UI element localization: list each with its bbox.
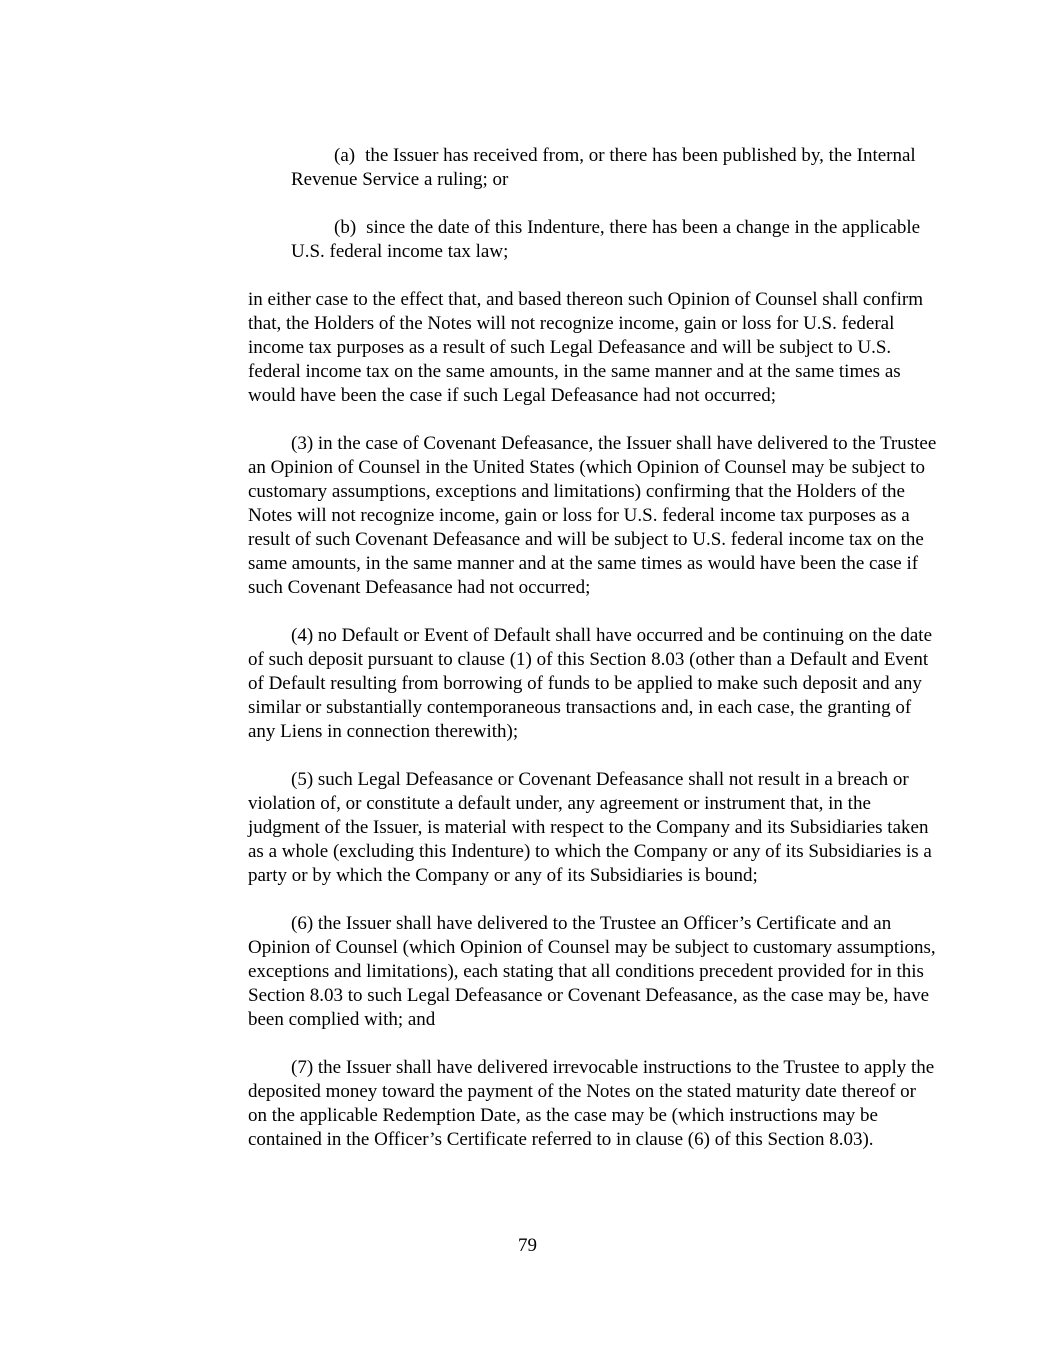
subclause-b-label: (b) bbox=[334, 217, 357, 238]
document-body bbox=[248, 125, 938, 1176]
subclause-b-text: since the date of this Indenture, there has been a change in the applicable U.S. federal income tax law; bbox=[291, 217, 921, 262]
continuation-paragraph: in either case to the effect that, and based thereon such Opinion of Counsel shall confirm that, the Holders of the Notes will not recognize income, gain or loss for U.S. federal income tax purposes as a result of such Legal Defeasance and will be subject to U.S. federal income tax on the same amounts, in the same manner and at the same times as would have been the case if such Legal Defeasance had not occurred; bbox=[248, 289, 924, 406]
clause-3-paragraph: (3) in the case of Covenant Defeasance, the Issuer shall have delivered to the Trustee an Opinion of Counsel in the United States (which Opinion of Counsel may be subject to customary assumptions, exceptions and limitations) confirming that the Holders of the Notes will not recognize income, gain or loss for U.S. federal income tax purposes as a result of such Covenant Defeasance and will be subject to U.S. federal income tax on the same amounts, in the same manner and at the same times as would have been the case if such Covenant Defeasance had not occurred; bbox=[248, 433, 937, 598]
subclause-a bbox=[291, 144, 938, 192]
clause-6-paragraph: (6) the Issuer shall have delivered to the Trustee an Officer’s Certificate and an Opinion of Counsel (which Opinion of Counsel may be subject to customary assumptions, exceptions and limitations), each stating that all conditions precedent provided for in this Section 8.03 to such Legal Defeasance or Covenant Defeasance, as the case may be, have been complied with; and bbox=[248, 913, 936, 1030]
clause-7-paragraph: (7) the Issuer shall have delivered irrevocable instructions to the Trustee to apply the deposited money toward the payment of the Notes on the stated maturity date thereof or on the applicable Redemption Date, as the case may be (which instructions may be contained in the Officer’s Certificate referred to in clause (6) of this Section 8.03). bbox=[248, 1057, 935, 1150]
subclause-b bbox=[291, 216, 938, 264]
subclause-a-label: (a) bbox=[334, 145, 356, 166]
clause-4-paragraph: (4) no Default or Event of Default shall have occurred and be continuing on the date of such deposit pursuant to clause (1) of this Section 8.03 (other than a Default and Event of Default resulting from borrowing of funds to be applied to make such deposit and any similar or substantially contemporaneous transactions and, in each case, the granting of any Liens in connection therewith); bbox=[248, 625, 933, 742]
subclause-a-text: the Issuer has received from, or there has been published by, the Internal Revenue Service a ruling; or bbox=[291, 145, 916, 190]
clause-5-paragraph: (5) such Legal Defeasance or Covenant Defeasance shall not result in a breach or violation of, or constitute a default under, any agreement or instrument that, in the judgment of the Issuer, is material with respect to the Company and its Subsidiaries taken as a whole (excluding this Indenture) to which the Company or any of its Subsidiaries is a party or by which the Company or any of its Subsidiaries is bound; bbox=[248, 769, 932, 886]
page-number: 79 bbox=[518, 1235, 537, 1256]
